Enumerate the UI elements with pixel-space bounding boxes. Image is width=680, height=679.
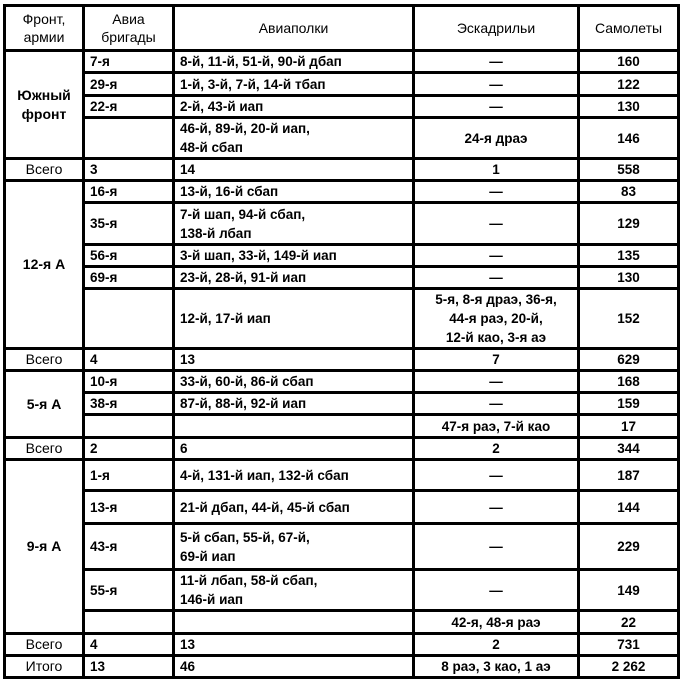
aircraft-cell: 168 [579, 371, 679, 393]
total-squadrons: 2 [414, 634, 579, 656]
table-row [5, 524, 679, 570]
aircraft-cell: 17 [579, 415, 679, 438]
total-row [5, 438, 679, 460]
brigade-cell: 38-я [84, 393, 174, 415]
brigade-cell: 55-я [84, 570, 174, 611]
squadrons-cell: — [414, 524, 579, 570]
header-aircraft: Самолеты [579, 6, 679, 51]
table-row [5, 491, 679, 524]
brigade-cell: 29-я [84, 73, 174, 96]
regiments-cell: 87-й, 88-й, 92-й иап [174, 393, 414, 415]
total-squadrons: 1 [414, 159, 579, 181]
front-cell: 9-я А [5, 460, 84, 634]
brigade-cell [84, 118, 174, 159]
aircraft-cell: 130 [579, 96, 679, 118]
brigade-cell [84, 415, 174, 438]
aircraft-cell: 159 [579, 393, 679, 415]
regiments-cell: 5-й сбап, 55-й, 67-й, 69-й иап [174, 524, 414, 570]
aircraft-cell: 229 [579, 524, 679, 570]
table-row [5, 118, 679, 159]
total-brigades: 3 [84, 159, 174, 181]
header-row [5, 6, 679, 51]
squadrons-cell: 24-я драэ [414, 118, 579, 159]
total-squadrons: 7 [414, 349, 579, 371]
aircraft-cell: 83 [579, 181, 679, 203]
total-aircraft: 344 [579, 438, 679, 460]
squadrons-cell: — [414, 267, 579, 289]
table-row [5, 96, 679, 118]
total-row [5, 634, 679, 656]
table-row [5, 371, 679, 393]
brigade-cell: 43-я [84, 524, 174, 570]
aircraft-cell: 22 [579, 611, 679, 634]
regiments-cell [174, 611, 414, 634]
header-front: Фронт, армии [5, 6, 84, 51]
total-aircraft: 731 [579, 634, 679, 656]
brigade-cell: 16-я [84, 181, 174, 203]
total-aircraft: 2 262 [579, 656, 679, 678]
front-cell: Южный фронт [5, 51, 84, 159]
squadrons-cell: 47-я раэ, 7-й као [414, 415, 579, 438]
total-label: Всего [5, 634, 84, 656]
aircraft-cell: 160 [579, 51, 679, 73]
aircraft-cell: 144 [579, 491, 679, 524]
total-squadrons: 2 [414, 438, 579, 460]
regiments-cell: 46-й, 89-й, 20-й иап, 48-й сбап [174, 118, 414, 159]
brigade-cell: 7-я [84, 51, 174, 73]
squadrons-cell: 5-я, 8-я драэ, 36-я, 44-я раэ, 20-й, 12-й као, 3-я аэ [414, 289, 579, 349]
front-cell: 12-я А [5, 181, 84, 349]
regiments-cell: 7-й шап, 94-й сбап, 138-й лбап [174, 203, 414, 245]
aircraft-cell: 135 [579, 245, 679, 267]
aircraft-cell: 129 [579, 203, 679, 245]
brigade-cell [84, 611, 174, 634]
brigade-cell: 35-я [84, 203, 174, 245]
table-row [5, 181, 679, 203]
regiments-cell [174, 415, 414, 438]
total-label: Всего [5, 438, 84, 460]
regiments-cell: 12-й, 17-й иап [174, 289, 414, 349]
table-row [5, 73, 679, 96]
total-brigades: 4 [84, 349, 174, 371]
squadrons-cell: 42-я, 48-я раэ [414, 611, 579, 634]
regiments-cell: 23-й, 28-й, 91-й иап [174, 267, 414, 289]
total-label: Итого [5, 656, 84, 678]
front-cell: 5-я А [5, 371, 84, 438]
regiments-cell: 11-й лбап, 58-й сбап, 146-й иап [174, 570, 414, 611]
brigade-cell: 69-я [84, 267, 174, 289]
regiments-cell: 2-й, 43-й иап [174, 96, 414, 118]
aircraft-cell: 146 [579, 118, 679, 159]
brigade-cell: 1-я [84, 460, 174, 491]
squadrons-cell: — [414, 203, 579, 245]
total-brigades: 2 [84, 438, 174, 460]
total-regiments: 13 [174, 634, 414, 656]
table-row [5, 570, 679, 611]
total-regiments: 6 [174, 438, 414, 460]
squadrons-cell: — [414, 96, 579, 118]
total-label: Всего [5, 349, 84, 371]
aviation-table [3, 4, 680, 679]
total-brigades: 4 [84, 634, 174, 656]
header-regiments: Авиаполки [174, 6, 414, 51]
table-row [5, 460, 679, 491]
squadrons-cell: — [414, 51, 579, 73]
total-brigades: 13 [84, 656, 174, 678]
brigade-cell: 10-я [84, 371, 174, 393]
aircraft-cell: 152 [579, 289, 679, 349]
brigade-cell [84, 289, 174, 349]
grand-total-row [5, 656, 679, 678]
regiments-cell: 1-й, 3-й, 7-й, 14-й тбап [174, 73, 414, 96]
total-regiments: 46 [174, 656, 414, 678]
table-row [5, 51, 679, 73]
aircraft-cell: 122 [579, 73, 679, 96]
regiments-cell: 33-й, 60-й, 86-й сбап [174, 371, 414, 393]
squadrons-cell: — [414, 460, 579, 491]
brigade-cell: 22-я [84, 96, 174, 118]
squadrons-cell: — [414, 371, 579, 393]
table-row [5, 203, 679, 245]
regiments-cell: 8-й, 11-й, 51-й, 90-й дбап [174, 51, 414, 73]
squadrons-cell: — [414, 245, 579, 267]
header-brigades: Авиа бригады [84, 6, 174, 51]
squadrons-cell: — [414, 570, 579, 611]
squadrons-cell: — [414, 491, 579, 524]
regiments-cell: 13-й, 16-й сбап [174, 181, 414, 203]
regiments-cell: 3-й шап, 33-й, 149-й иап [174, 245, 414, 267]
squadrons-cell: — [414, 73, 579, 96]
total-row [5, 349, 679, 371]
squadrons-cell: — [414, 181, 579, 203]
regiments-cell: 4-й, 131-й иап, 132-й сбап [174, 460, 414, 491]
total-aircraft: 629 [579, 349, 679, 371]
total-regiments: 13 [174, 349, 414, 371]
table-row [5, 611, 679, 634]
total-aircraft: 558 [579, 159, 679, 181]
aircraft-cell: 130 [579, 267, 679, 289]
total-squadrons: 8 раэ, 3 као, 1 аэ [414, 656, 579, 678]
table-row [5, 267, 679, 289]
table-row [5, 393, 679, 415]
table-row [5, 289, 679, 349]
brigade-cell: 56-я [84, 245, 174, 267]
regiments-cell: 21-й дбап, 44-й, 45-й сбап [174, 491, 414, 524]
aircraft-cell: 187 [579, 460, 679, 491]
table-row [5, 245, 679, 267]
table-row [5, 415, 679, 438]
brigade-cell: 13-я [84, 491, 174, 524]
squadrons-cell: — [414, 393, 579, 415]
total-regiments: 14 [174, 159, 414, 181]
aircraft-cell: 149 [579, 570, 679, 611]
total-row [5, 159, 679, 181]
total-label: Всего [5, 159, 84, 181]
header-squadrons: Эскадрильи [414, 6, 579, 51]
